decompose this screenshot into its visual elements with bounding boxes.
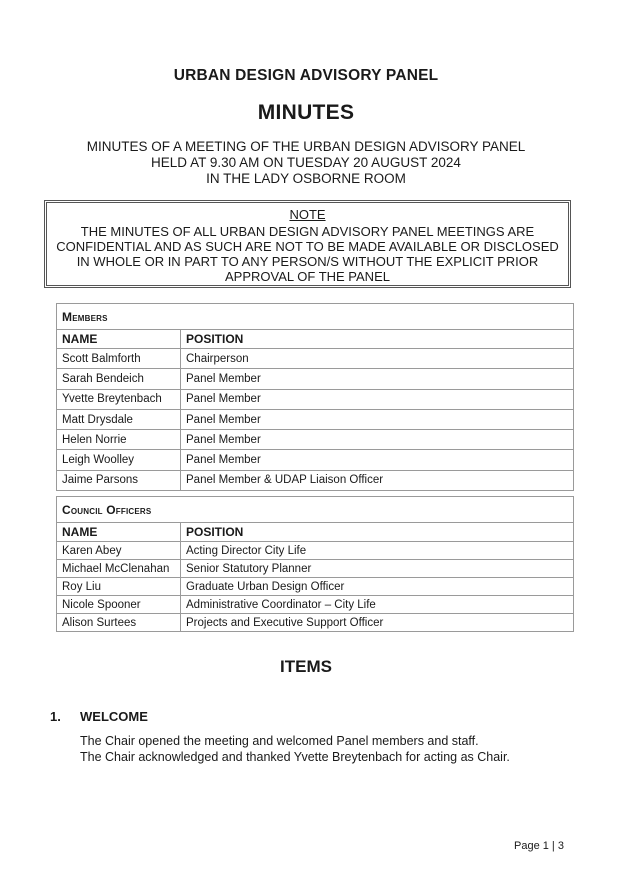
- table-row: [57, 596, 574, 614]
- officer-name: Michael McClenahan: [57, 560, 181, 578]
- member-position: Panel Member: [181, 450, 574, 470]
- members-name-header: NAME: [57, 330, 181, 349]
- item-text-line: The Chair opened the meeting and welcomed Panel members and staff.: [80, 734, 479, 748]
- officer-position: Administrative Coordinator – City Life: [181, 596, 574, 614]
- officer-position: Acting Director City Life: [181, 542, 574, 560]
- member-position: Panel Member: [181, 389, 574, 409]
- council-officers-table: [56, 496, 574, 632]
- item-title: WELCOME: [80, 709, 148, 724]
- officer-position: Graduate Urban Design Officer: [181, 578, 574, 596]
- member-name: Sarah Bendeich: [57, 369, 181, 389]
- confidentiality-note: [44, 200, 571, 288]
- table-row: [57, 560, 574, 578]
- officer-name: Alison Surtees: [57, 614, 181, 632]
- member-name: Helen Norrie: [57, 430, 181, 450]
- officer-name: Nicole Spooner: [57, 596, 181, 614]
- table-row: [57, 430, 574, 450]
- officer-position: Projects and Executive Support Officer: [181, 614, 574, 632]
- document-title: MINUTES: [257, 101, 355, 124]
- member-position: Panel Member: [181, 430, 574, 450]
- member-position: Chairperson: [181, 349, 574, 369]
- page-number: Page 1 | 3: [514, 840, 564, 852]
- table-row: [57, 542, 574, 560]
- members-table: [56, 303, 574, 491]
- member-name: Scott Balmforth: [57, 349, 181, 369]
- table-row: [57, 470, 574, 490]
- officer-position: Senior Statutory Planner: [181, 560, 574, 578]
- members-section-label: Members: [57, 304, 574, 330]
- officers-section-label: Council Officers: [57, 497, 574, 523]
- member-name: Matt Drysdale: [57, 409, 181, 429]
- note-text: THE MINUTES OF ALL URBAN DESIGN ADVISORY PANEL MEETINGS ARE CONFIDENTIAL AND AS SUCH ARE NOT TO BE MADE AVAILABLE OR DISCLOSED IN WHOLE OR IN PART TO ANY PERSON/S WITHOUT THE EXPLICIT PRIOR APPROVAL OF THE PANEL: [56, 224, 559, 284]
- item-number: 1.: [50, 709, 61, 724]
- table-row: [57, 409, 574, 429]
- member-name: Jaime Parsons: [57, 470, 181, 490]
- member-position: Panel Member: [181, 369, 574, 389]
- table-row: [57, 614, 574, 632]
- table-row: [57, 389, 574, 409]
- meeting-info: [0, 139, 612, 187]
- officer-name: Karen Abey: [57, 542, 181, 560]
- member-name: Yvette Breytenbach: [57, 389, 181, 409]
- item-text-line: The Chair acknowledged and thanked Yvette Breytenbach for acting as Chair.: [80, 750, 510, 764]
- member-position: Panel Member: [181, 409, 574, 429]
- items-heading: ITEMS: [280, 657, 332, 676]
- meeting-info-line: MINUTES OF A MEETING OF THE URBAN DESIGN ADVISORY PANEL: [86, 139, 526, 154]
- members-position-header: POSITION: [181, 330, 574, 349]
- panel-title: URBAN DESIGN ADVISORY PANEL: [173, 67, 439, 84]
- officers-name-header: NAME: [57, 523, 181, 542]
- officer-name: Roy Liu: [57, 578, 181, 596]
- meeting-info-line: HELD AT 9.30 AM ON TUESDAY 20 AUGUST 2024: [151, 155, 461, 170]
- member-position: Panel Member & UDAP Liaison Officer: [181, 470, 574, 490]
- table-row: [57, 369, 574, 389]
- meeting-info-line: IN THE LADY OSBORNE ROOM: [206, 171, 406, 186]
- member-name: Leigh Woolley: [57, 450, 181, 470]
- table-row: [57, 578, 574, 596]
- officers-position-header: POSITION: [181, 523, 574, 542]
- table-row: [57, 349, 574, 369]
- note-heading: NOTE: [289, 207, 326, 222]
- table-row: [57, 450, 574, 470]
